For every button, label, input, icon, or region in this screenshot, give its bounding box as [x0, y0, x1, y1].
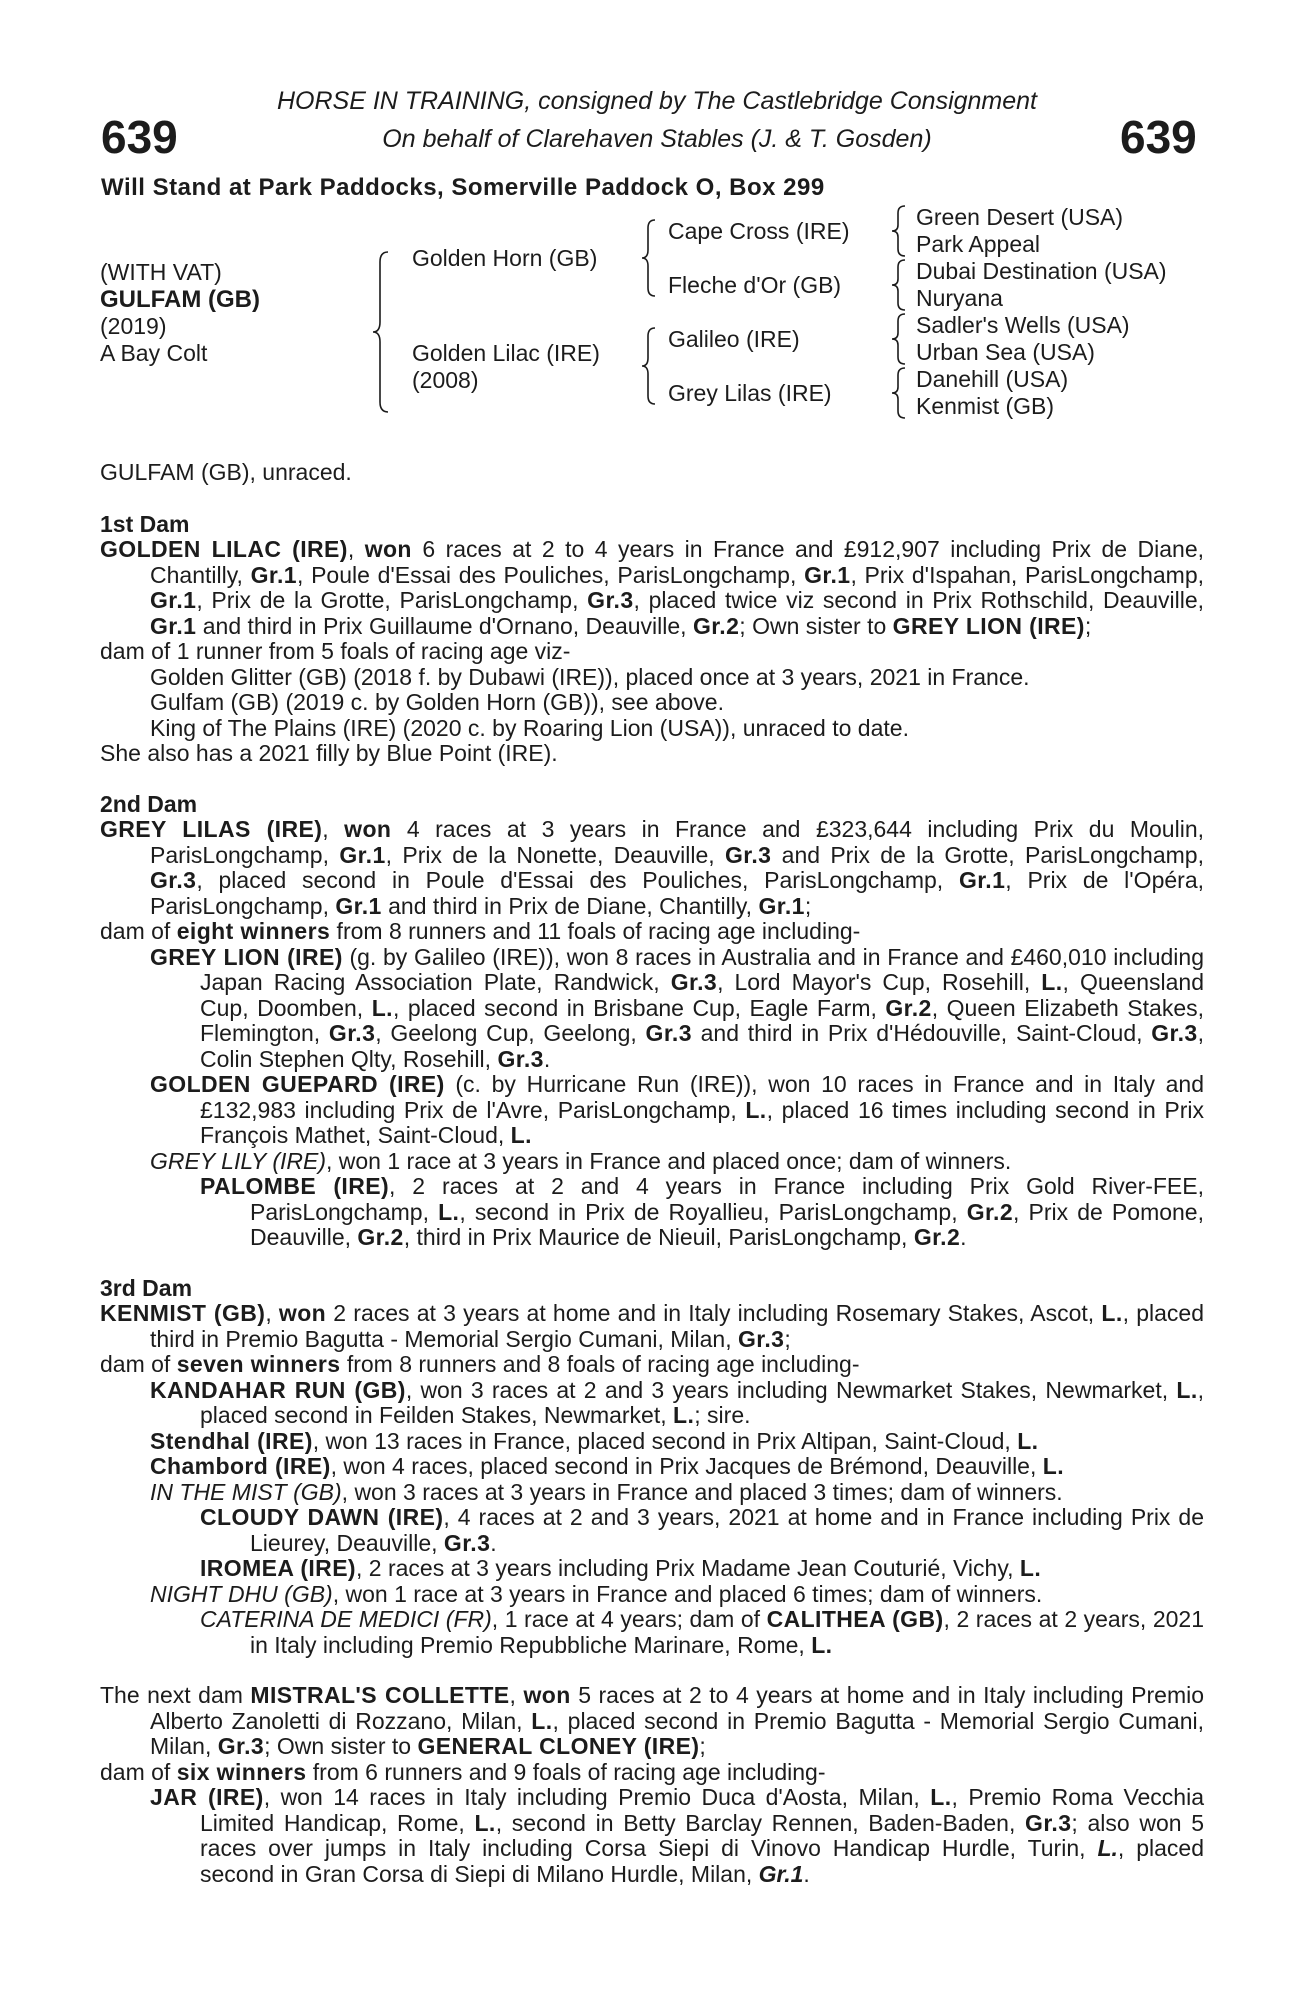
pedigree-dam: Golden Lilac (IRE): [412, 340, 600, 366]
lot-number-right: 639: [1120, 111, 1197, 163]
produce-night-dhu: NIGHT DHU (GB), won 1 race at 3 years in France and placed 6 times; dam of winners.: [150, 1580, 1043, 1607]
horse-year: (2019): [100, 313, 167, 339]
pedigree-brace-cape-cross: [890, 204, 908, 258]
consignment-line: HORSE IN TRAINING, consigned by The Castlebridge Consignment: [276, 87, 1038, 115]
spacer: [100, 1658, 1204, 1683]
produce-in-the-mist: IN THE MIST (GB), won 3 races at 3 years in France and placed 3 times; dam of winners.: [150, 1478, 1063, 1505]
produce-stendhal: Stendhal (IRE), won 13 races in France, placed second in Prix Altipan, Saint-Cloud, L.: [150, 1427, 1039, 1454]
produce-gulfam: Gulfam (GB) (2019 c. by Golden Horn (GB)), see above.: [150, 689, 724, 715]
third-dam-heading: 3rd Dam: [100, 1274, 193, 1301]
pedigree-sire: Golden Horn (GB): [412, 245, 598, 271]
horse-name: GULFAM (GB): [100, 286, 260, 313]
pedigree-brace-sire: [640, 218, 658, 298]
produce-king-of-the-plains: King of The Plains (IRE) (2020 c. by Roaring Lion (USA)), unraced to date.: [150, 714, 909, 741]
produce-golden-guepard: GOLDEN GUEPARD (IRE) (c. by Hurricane Run (IRE)), won 10 races in France and in Italy and £132,983 including Prix de l'Avre, ParisLongchamp, L., placed 16 times including second in Prix François Mathet, Saint-Cloud, L.: [150, 1071, 1204, 1148]
second-dam-produce-line: dam of eight winners from 8 runners and 11 foals of racing age including-: [100, 918, 861, 944]
spacer: [100, 767, 1204, 792]
pedigree-sss: Green Desert (USA): [916, 204, 1124, 230]
spacer: [100, 1251, 1204, 1276]
horse-description: A Bay Colt: [100, 340, 208, 366]
pedigree-brace-galileo: [890, 312, 908, 366]
pedigree-dss: Sadler's Wells (USA): [916, 312, 1130, 338]
race-record: GULFAM (GB), unraced.: [100, 459, 352, 485]
pedigree-sdd: Nuryana: [916, 285, 1003, 311]
pedigree-sire-sire: Cape Cross (IRE): [668, 218, 850, 244]
grand-produce-palombe: PALOMBE (IRE), 2 races at 2 and 4 years in France including Prix Gold River-FEE, ParisLongchamp, L., second in Prix de Royallieu, ParisLongchamp, Gr.2, Prix de Pomone, Deauville, Gr.2, third in Prix Maurice de Nieuil, ParisLongchamp, Gr.2.: [200, 1173, 1205, 1250]
pedigree-sds: Dubai Destination (USA): [916, 258, 1167, 284]
pedigree-ssd: Park Appeal: [916, 231, 1041, 257]
second-dam-heading: 2nd Dam: [100, 790, 198, 817]
pedigree-brace-main: [370, 250, 392, 414]
next-dam-produce-line: dam of six winners from 6 runners and 9 foals of racing age including-: [100, 1758, 826, 1785]
produce-kandahar-run: KANDAHAR RUN (GB), won 3 races at 2 and 3 years including Newmarket Stakes, Newmarket, L., placed second in Feilden Stakes, Newmarket, L.; sire.: [150, 1376, 1205, 1428]
third-dam-produce-line: dam of seven winners from 8 runners and 8 foals of racing age including-: [100, 1351, 860, 1377]
grand-produce-cloudy-dawn: CLOUDY DAWN (IRE), 4 races at 2 and 3 years, 2021 at home and in France including Prix de Lieurey, Deauville, Gr.3.: [200, 1504, 1204, 1556]
first-dam-produce-line: dam of 1 runner from 5 foals of racing age viz-: [100, 638, 571, 664]
second-dam-paragraph: GREY LILAS (IRE), won 4 races at 3 years in France and £323,644 including Prix du Moulin, ParisLongchamp, Gr.1, Prix de la Nonette, Deauville, Gr.3 and Prix de la Grotte, ParisLongchamp, Gr.3, placed second in Poule d'Essai des Pouliches, ParisLongchamp, Gr.1, Prix de l'Opéra, ParisLongchamp, Gr.1 and third in Prix de Diane, Chantilly, Gr.1;: [100, 816, 1205, 919]
third-dam-paragraph: KENMIST (GB), won 2 races at 3 years at home and in Italy including Rosemary Stakes, Ascot, L., placed third in Premio Bagutta - Memorial Sergio Cumani, Milan, Gr.3;: [100, 1300, 1205, 1352]
stand-location: Will Stand at Park Paddocks, Somerville Paddock O, Box 299: [101, 174, 825, 201]
pedigree-brace-grey-lilas: [890, 366, 908, 420]
produce-grey-lily: GREY LILY (IRE), won 1 race at 3 years in France and placed once; dam of winners.: [150, 1147, 1012, 1174]
pedigree-dam-dam: Grey Lilas (IRE): [668, 380, 832, 406]
produce-jar: JAR (IRE), won 14 races in Italy including Premio Duca d'Aosta, Milan, L., Premio Roma Vecchia Limited Handicap, Rome, L., second in Betty Barclay Rennen, Baden-Baden, Gr.3; also won 5 races over jumps in Italy including Corsa Siepi di Vinovo Handicap Hurdle, Turin, L., placed second in Gran Corsa di Siepi di Milano Hurdle, Milan, Gr.1.: [150, 1784, 1204, 1887]
produce-golden-glitter: Golden Glitter (GB) (2018 f. by Dubawi (IRE)), placed once at 3 years, 2021 in France.: [150, 663, 1030, 690]
pedigree-dds: Danehill (USA): [916, 366, 1069, 392]
pedigree-ddd: Kenmist (GB): [916, 393, 1055, 419]
grand-produce-caterina-de-medici: CATERINA DE MEDICI (FR), 1 race at 4 years; dam of CALITHEA (GB), 2 races at 2 years, 2021 in Italy including Premio Repubbliche Marinare, Rome, L.: [200, 1606, 1204, 1658]
pedigree-brace-fleche-dor: [890, 258, 908, 312]
first-dam-also: She also has a 2021 filly by Blue Point (IRE).: [100, 740, 558, 766]
next-dam-paragraph: The next dam MISTRAL'S COLLETTE, won 5 races at 2 to 4 years at home and in Italy including Premio Alberto Zanoletti di Rozzano, Milan, L., placed second in Premio Bagutta - Memorial Sergio Cumani, Milan, Gr.3; Own sister to GENERAL CLONEY (IRE);: [100, 1682, 1204, 1759]
pedigree-brace-dam: [640, 326, 658, 406]
pedigree-dam-year: (2008): [412, 367, 479, 393]
lot-number-left: 639: [101, 111, 178, 163]
pedigree-sire-dam: Fleche d'Or (GB): [668, 272, 842, 298]
on-behalf-line: On behalf of Clarehaven Stables (J. & T. Gosden): [382, 125, 932, 153]
grand-produce-iromea: IROMEA (IRE), 2 races at 3 years including Prix Madame Jean Couturié, Vichy, L.: [200, 1555, 1042, 1581]
catalogue-body: [100, 460, 1204, 1887]
first-dam-heading: 1st Dam: [100, 510, 190, 537]
pedigree-dam-sire: Galileo (IRE): [668, 326, 800, 352]
first-dam-paragraph: GOLDEN LILAC (IRE), won 6 races at 2 to 4 years in France and £912,907 including Prix de Diane, Chantilly, Gr.1, Poule d'Essai des Pouliches, ParisLongchamp, Gr.1, Prix d'Ispahan, ParisLongchamp, Gr.1, Prix de la Grotte, ParisLongchamp, Gr.3, placed twice viz second in Prix Rothschild, Deauville, Gr.1 and third in Prix Guillaume d'Ornano, Deauville, Gr.2; Own sister to GREY LION (IRE);: [100, 536, 1205, 639]
vat-label: (WITH VAT): [100, 259, 222, 285]
produce-grey-lion: GREY LION (IRE) (g. by Galileo (IRE)), won 8 races in Australia and in France and £460,010 including Japan Racing Association Plate, Randwick, Gr.3, Lord Mayor's Cup, Rosehill, L., Queensland Cup, Doomben, L., placed second in Brisbane Cup, Eagle Farm, Gr.2, Queen Elizabeth Stakes, Flemington, Gr.3, Geelong Cup, Geelong, Gr.3 and third in Prix d'Hédouville, Saint-Cloud, Gr.3, Colin Stephen Qlty, Rosehill, Gr.3.: [150, 943, 1205, 1072]
produce-chambord: Chambord (IRE), won 4 races, placed second in Prix Jacques de Brémond, Deauville, L.: [150, 1453, 1065, 1479]
pedigree-dsd: Urban Sea (USA): [916, 339, 1095, 365]
spacer: [100, 486, 1204, 512]
